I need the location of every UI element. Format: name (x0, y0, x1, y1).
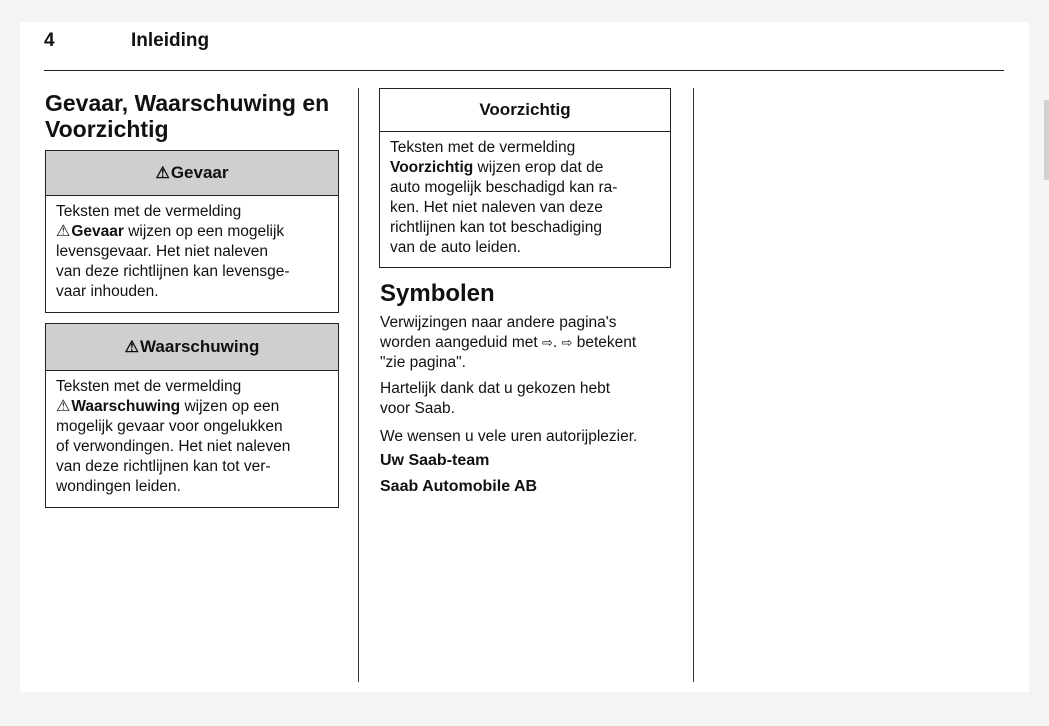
symbolen-p2-line1: Hartelijk dank dat u gekozen hebt (380, 380, 611, 397)
waarschuwing-keyword: Waarschuwing (71, 398, 181, 415)
voorzichtig-line2-rest: wijzen erop dat de (473, 159, 604, 176)
symbolen-paragraph-3: We wensen u vele uren autorijplezier. (380, 428, 638, 445)
page-number: 4 (44, 30, 55, 51)
waarschuwing-box (45, 323, 339, 508)
waarschuwing-line2 (56, 397, 328, 417)
voorzichtig-line1: Teksten met de vermelding (390, 139, 576, 156)
symbolen-p1-line2c: betekent (572, 334, 637, 351)
waarschuwing-line4: of verwondingen. Het niet naleven (56, 438, 291, 455)
signature-company: Saab Automobile AB (380, 478, 538, 495)
waarschuwing-line2-rest: wijzen op een (180, 398, 280, 415)
chapter-title: Inleiding (131, 30, 210, 51)
column-divider-1 (358, 88, 359, 682)
page-edge-mark (1044, 100, 1049, 180)
waarschuwing-line3: mogelijk gevaar voor ongelukken (56, 418, 283, 435)
gevaar-line2-rest: wijzen op een mogelijk (123, 223, 285, 240)
warning-triangle-icon: ⚠ (124, 339, 139, 356)
waarschuwing-box-body (46, 371, 338, 497)
voorzichtig-line5: richtlijnen kan tot beschadiging (390, 219, 602, 236)
gevaar-line5: vaar inhouden. (56, 283, 159, 300)
gevaar-line2 (56, 222, 328, 242)
section-title-line1: Gevaar, Waarschuwing en (45, 90, 330, 116)
symbolen-p1-line1: Verwijzingen naar andere pagina's (380, 314, 617, 331)
gevaar-box (45, 150, 339, 313)
voorzichtig-box-title: Voorzichtig (479, 100, 571, 119)
gevaar-line3: levensgevaar. Het niet naleven (56, 243, 268, 260)
signature-team: Uw Saab-team (380, 452, 490, 469)
voorzichtig-line2 (390, 158, 660, 178)
gevaar-keyword: Gevaar (71, 223, 124, 240)
waarschuwing-line5: van deze richtlijnen kan tot ver- (56, 458, 271, 475)
page-reference-arrow-icon: ⇨ (561, 335, 573, 350)
gevaar-box-header (46, 151, 338, 196)
section-title-line2: Voorzichtig (45, 116, 169, 142)
waarschuwing-box-header (46, 324, 338, 371)
voorzichtig-line6: van de auto leiden. (390, 239, 521, 256)
voorzichtig-box (379, 88, 671, 268)
symbolen-p1-line2 (380, 333, 680, 353)
waarschuwing-line6: wondingen leiden. (56, 478, 181, 495)
warning-triangle-icon: ⚠ (56, 398, 71, 415)
gevaar-line1: Teksten met de vermelding (56, 203, 242, 220)
symbolen-title: Symbolen (380, 280, 495, 307)
symbolen-paragraph-2 (380, 379, 680, 419)
voorzichtig-line4: ken. Het niet naleven van deze (390, 199, 603, 216)
warning-triangle-icon: ⚠ (155, 165, 170, 182)
gevaar-box-title: Gevaar (170, 163, 229, 182)
column-divider-2 (693, 88, 694, 682)
waarschuwing-box-title: Waarschuwing (140, 337, 260, 356)
voorzichtig-keyword: Voorzichtig (390, 159, 474, 176)
voorzichtig-box-header (380, 89, 670, 132)
voorzichtig-box-body (380, 132, 670, 258)
section-title (45, 90, 345, 142)
symbolen-p1-line3: "zie pagina". (380, 354, 466, 371)
page-reference-arrow-icon: ⇨ (542, 335, 553, 350)
waarschuwing-line1: Teksten met de vermelding (56, 378, 242, 395)
gevaar-line4: van deze richtlijnen kan levensge- (56, 263, 290, 280)
gevaar-box-body (46, 196, 338, 302)
warning-triangle-icon: ⚠ (56, 223, 71, 240)
symbolen-paragraph-1 (380, 313, 680, 373)
header-divider (44, 70, 1004, 71)
symbolen-p1-line2a: worden aangeduid met (380, 334, 543, 351)
symbolen-p1-line2b: . (552, 334, 562, 351)
symbolen-p2-line2: voor Saab. (380, 400, 455, 417)
voorzichtig-line3: auto mogelijk beschadigd kan ra- (390, 179, 618, 196)
